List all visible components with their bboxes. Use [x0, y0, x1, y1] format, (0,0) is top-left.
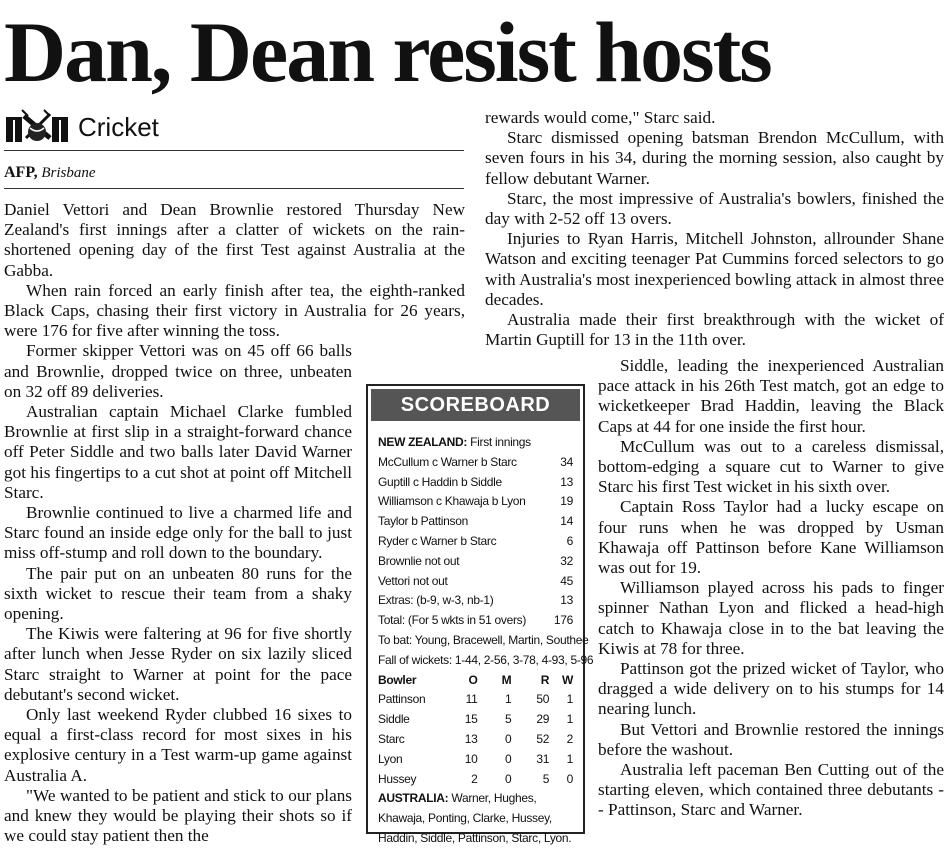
batter-runs: 19	[560, 494, 573, 509]
article-paragraph: Daniel Vettori and Dean Brownlie restored Thursday New Zealand's first innings after a clatter of wickets on the rain-shortened opening day of the first Test against Australia at the Gabba.	[4, 200, 465, 280]
bowler-maidens: 5	[504, 712, 512, 727]
article-paragraph: The Kiwis were faltering at 96 for five shortly after lunch when Jesse Ryder on six lazily sliced Starc straight to Warner at point for the pace debutant's second wicket.	[4, 624, 352, 704]
batter-entry: Ryder c Warner b Starc	[378, 533, 497, 548]
bowler-runs: 50	[536, 692, 550, 707]
bowling-row	[378, 710, 573, 730]
article-column-2	[485, 108, 944, 350]
bowler-wickets: 1	[566, 712, 574, 727]
batter-runs: 13	[560, 474, 573, 489]
article-paragraph: Williamson played across his pads to finger spinner Nathan Lyon and flicked a head-high catch to Khawaja close in to the bat leaving the Kiwis at 78 for three.	[598, 578, 944, 658]
bowler-runs: 29	[536, 712, 550, 727]
bowler-maidens: 0	[504, 771, 512, 786]
article-paragraph: When rain forced an early finish after tea, the eighth-ranked Black Caps, chasing their first victory in Australia for 26 years, were 176 for five after winning the toss.	[4, 280, 465, 341]
runs-column-header: R	[540, 672, 550, 687]
article-paragraph: Captain Ross Taylor had a lucky escape on four runs when he was dropped by Usman Khawaja off Pattinson before Kane Williamson was out for 19.	[598, 497, 944, 578]
article-paragraph: Injuries to Ryan Harris, Mitchell Johnston, allrounder Shane Watson and exciting teenager Pat Cummins forced selectors to go with Australia's most inexperienced bowling attack in almost three decades.	[485, 229, 944, 309]
batting-row	[378, 552, 573, 572]
batting-row	[378, 512, 573, 532]
extras-label: Extras: (b-9, w-3, nb-1)	[378, 593, 494, 608]
batter-runs: 6	[566, 533, 573, 548]
batting-row	[378, 453, 573, 473]
batting-row	[378, 532, 573, 552]
bowler-wickets: 0	[566, 771, 574, 786]
article-paragraph: McCullum was out to a careless dismissal, bottom-edging a square cut to Warner to give Starc his first Test wicket in his sixth over.	[598, 436, 944, 497]
bowling-row	[378, 730, 573, 750]
maidens-column-header: M	[501, 672, 512, 687]
bowler-name: Starc	[378, 731, 405, 746]
section-header	[4, 106, 464, 151]
bowler-maidens: 0	[504, 731, 512, 746]
extras-runs: 13	[560, 593, 573, 608]
bowler-name: Pattinson	[378, 692, 426, 707]
batter-entry: Brownlie not out	[378, 553, 460, 568]
bowler-overs: 10	[464, 751, 478, 766]
bowler-overs: 2	[471, 771, 478, 786]
article-paragraph: Former skipper Vettori was on 45 off 66 balls and Brownlie, dropped twice on three, unbeaten on 32 off 89 deliveries.	[4, 341, 352, 401]
batter-runs: 45	[560, 573, 573, 588]
article-paragraph: Australian captain Michael Clarke fumbled Brownlie at first slip in a straight-forward chance off Peter Siddle and two balls later David Warner got his fingertips to a cut shot at point off Mitchell Starc.	[4, 402, 352, 502]
article-paragraph: Siddle, leading the inexperienced Australian pace attack in his 26th Test match, got an edge to wicketkeeper Brad Haddin, leaving the Black Caps at 44 for one inside the first hour.	[598, 356, 944, 436]
article-paragraph: Pattinson got the prized wicket of Taylor, who dragged a wide delivery on to his stumps for 14 nearing lunch.	[598, 659, 944, 719]
article-paragraph: The pair put on an unbeaten 80 runs for the sixth wicket to rescue their team from a shaky opening.	[4, 563, 352, 624]
bowler-wickets: 1	[566, 751, 574, 766]
fall-of-wickets-line: Fall of wickets: 1-44, 2-56, 3-78, 4-93, 5-96	[378, 652, 594, 667]
bowler-name: Siddle	[378, 712, 410, 727]
bowler-maidens: 1	[504, 692, 512, 707]
batter-entry: Taylor b Pattinson	[378, 514, 468, 529]
team-label: NEW ZEALAND:	[378, 435, 468, 449]
bowler-runs: 52	[536, 731, 550, 746]
byline	[4, 164, 464, 189]
wickets-column-header: W	[561, 672, 574, 687]
article-paragraph: But Vettori and Brownlie restored the innings before the washout.	[598, 719, 944, 759]
article-paragraph: Starc dismissed opening batsman Brendon McCullum, with seven fours in his 34, during the morning session, also caught by fellow debutant Warner.	[485, 128, 944, 188]
batting-row	[378, 492, 573, 512]
australia-players: Warner, Hughes, Khawaja, Ponting, Clarke, Hussey, Haddin, Siddle, Pattinson, Starc, Lyon.	[378, 791, 572, 845]
scoreboard-title: SCOREBOARD	[371, 389, 580, 421]
bowler-overs: 11	[465, 692, 478, 707]
article-column-2b	[598, 356, 944, 821]
bowling-header-row	[378, 671, 573, 691]
batter-entry: Williamson c Khawaja b Lyon	[378, 494, 526, 509]
extras-row	[378, 591, 573, 611]
article-paragraph: Australia made their first breakthrough with the wicket of Martin Guptill for 13 in the 11th over.	[485, 310, 944, 350]
overs-column-header: O	[468, 672, 478, 687]
section-label: Cricket	[78, 112, 159, 142]
bowler-column-header: Bowler	[378, 672, 417, 687]
byline-agency: AFP,	[4, 164, 38, 181]
batting-row	[378, 572, 573, 592]
batter-entry: Vettori not out	[378, 573, 448, 588]
bowler-wickets: 2	[566, 731, 574, 746]
article-paragraph: Only last weekend Ryder clubbed 16 sixes to equal a first-class record for most sixes in his explosive century in a Test warm-up game against Australia A.	[4, 705, 352, 785]
cricket-gear-icon	[4, 108, 70, 144]
bowler-name: Lyon	[378, 751, 403, 766]
article-column-1	[4, 200, 465, 402]
total-row	[378, 611, 573, 631]
scoreboard-box	[366, 384, 594, 845]
bowler-overs: 13	[464, 731, 478, 746]
bowler-name: Hussey	[378, 771, 417, 786]
byline-city: Brisbane	[41, 165, 96, 181]
total-runs: 176	[553, 613, 573, 628]
to-bat-line: To bat: Young, Bracewell, Martin, Southee	[378, 632, 589, 647]
innings-label: First innings	[467, 435, 531, 449]
australia-squad	[378, 789, 573, 848]
headline: Dan, Dean resist hosts	[4, 4, 771, 100]
bowler-runs: 5	[542, 771, 550, 786]
australia-label: AUSTRALIA:	[378, 791, 449, 806]
article-paragraph: Brownlie continued to live a charmed life and Starc found an inside edge only for the ball to just miss off-stump and roll down to the boundary.	[4, 503, 352, 563]
batting-row	[378, 473, 573, 493]
batter-runs: 32	[560, 553, 573, 568]
article-paragraph: Australia left paceman Ben Cutting out of the starting eleven, which contained three debutants -- Pattinson, Starc and Warner.	[598, 760, 944, 820]
batter-entry: Guptill c Haddin b Siddle	[378, 474, 502, 489]
article-column-1b	[4, 402, 352, 846]
bowler-wickets: 1	[566, 692, 574, 707]
article-paragraph: "We wanted to be patient and stick to our plans and knew they would be playing their shots so if we could stay patient then the	[4, 785, 352, 846]
total-label: Total: (For 5 wkts in 51 overs)	[378, 613, 527, 628]
scoreboard-team-heading	[378, 433, 573, 453]
bowling-row	[378, 690, 573, 710]
bowling-row	[378, 770, 573, 790]
batter-entry: McCullum c Warner b Starc	[378, 454, 517, 469]
batter-runs: 14	[560, 514, 573, 529]
article-paragraph: rewards would come," Starc said.	[485, 108, 716, 127]
batter-runs: 34	[560, 454, 573, 469]
bowling-row	[378, 750, 573, 770]
article-paragraph: Starc, the most impressive of Australia's bowlers, finished the day with 2-52 off 13 overs.	[485, 188, 944, 229]
bowler-overs: 15	[464, 712, 478, 727]
bowler-maidens: 0	[504, 751, 512, 766]
bowler-runs: 31	[536, 751, 550, 766]
